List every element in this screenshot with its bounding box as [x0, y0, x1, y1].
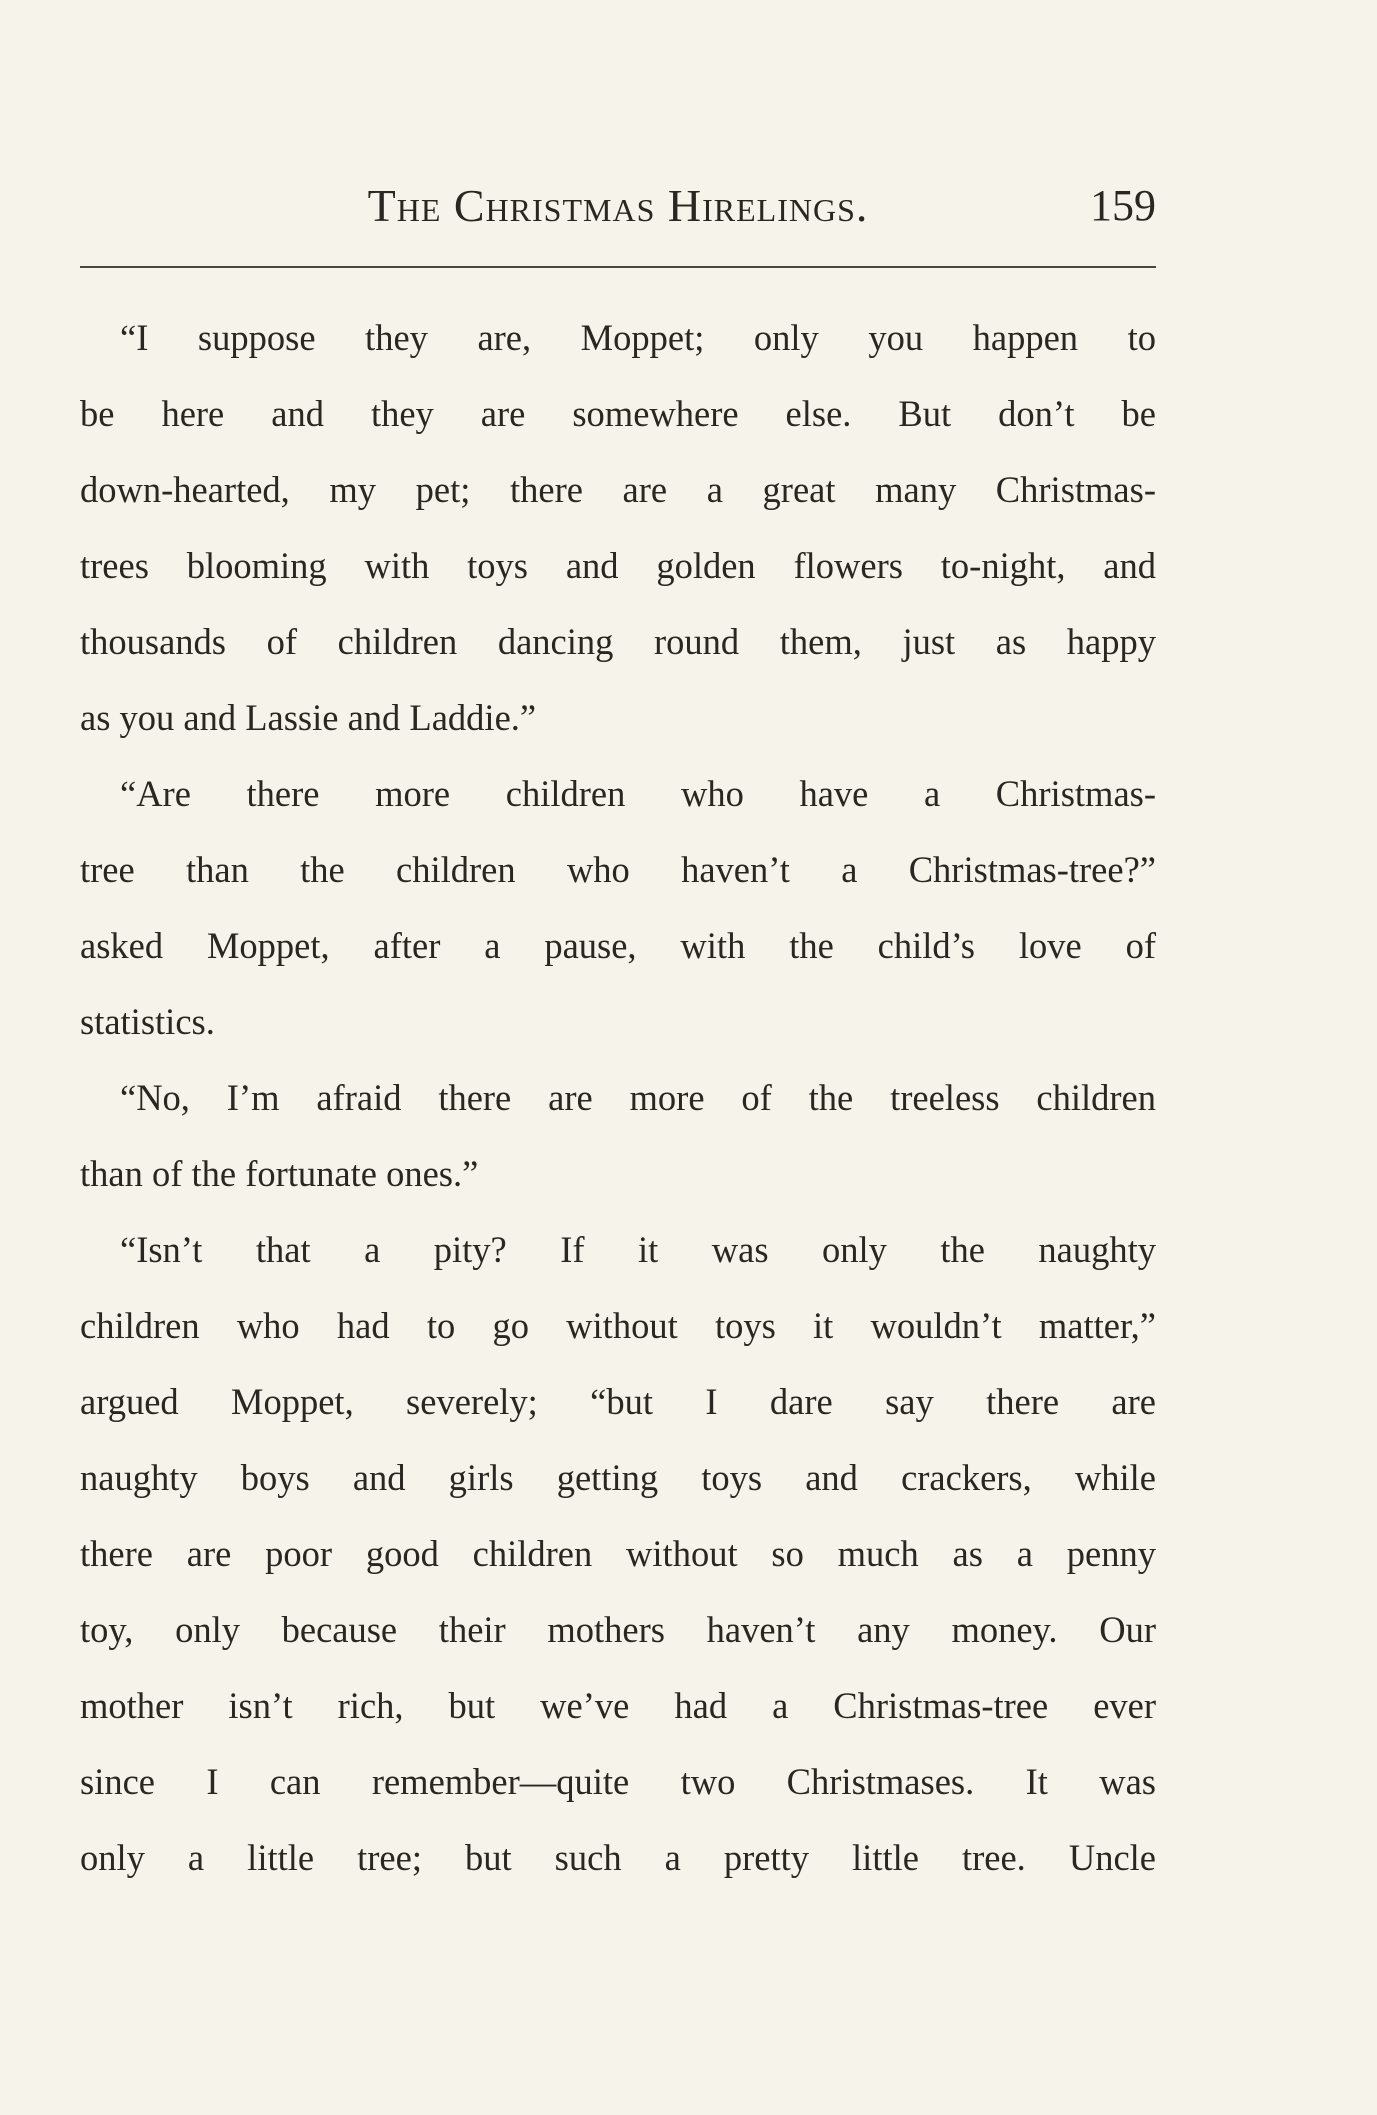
running-head	[80, 178, 1156, 234]
text-line: trees blooming with toys and golden flowers to-night, and	[80, 545, 1156, 586]
text-line: “No, I’m afraid there are more of the treeless children	[120, 1077, 1156, 1118]
text-line: naughty boys and girls getting toys and crackers, while	[80, 1457, 1156, 1498]
text-line: mother isn’t rich, but we’ve had a Christmas-tree ever	[80, 1685, 1156, 1726]
page-number: 159	[1090, 181, 1156, 230]
text-line: than of the fortunate ones.”	[80, 1153, 479, 1194]
running-title: The Christmas Hirelings.	[367, 180, 869, 231]
text-line: there are poor good children without so much as a penny	[80, 1533, 1156, 1574]
text-line: down-hearted, my pet; there are a great many Christmas-	[80, 469, 1156, 510]
text-line: be here and they are somewhere else. But don’t be	[80, 393, 1156, 434]
header-rule	[80, 266, 1156, 268]
body-text	[80, 300, 1156, 1896]
text-line: statistics.	[80, 1001, 215, 1042]
text-line: thousands of children dancing round them, just as happy	[80, 621, 1156, 662]
text-line: “Are there more children who have a Christmas-	[120, 773, 1156, 814]
text-line: since I can remember—quite two Christmases. It was	[80, 1761, 1156, 1802]
text-line: toy, only because their mothers haven’t any money. Our	[80, 1609, 1156, 1650]
text-line: as you and Lassie and Laddie.”	[80, 697, 537, 738]
text-line: only a little tree; but such a pretty little tree. Uncle	[80, 1837, 1156, 1878]
text-line: “Isn’t that a pity? If it was only the naughty	[120, 1229, 1156, 1270]
text-line: “I suppose they are, Moppet; only you happen to	[120, 317, 1156, 358]
text-line: argued Moppet, severely; “but I dare say there are	[80, 1381, 1156, 1422]
text-line: children who had to go without toys it wouldn’t matter,”	[80, 1305, 1156, 1346]
text-line: tree than the children who haven’t a Christmas-tree?”	[80, 849, 1156, 890]
text-line: asked Moppet, after a pause, with the child’s love of	[80, 925, 1156, 966]
